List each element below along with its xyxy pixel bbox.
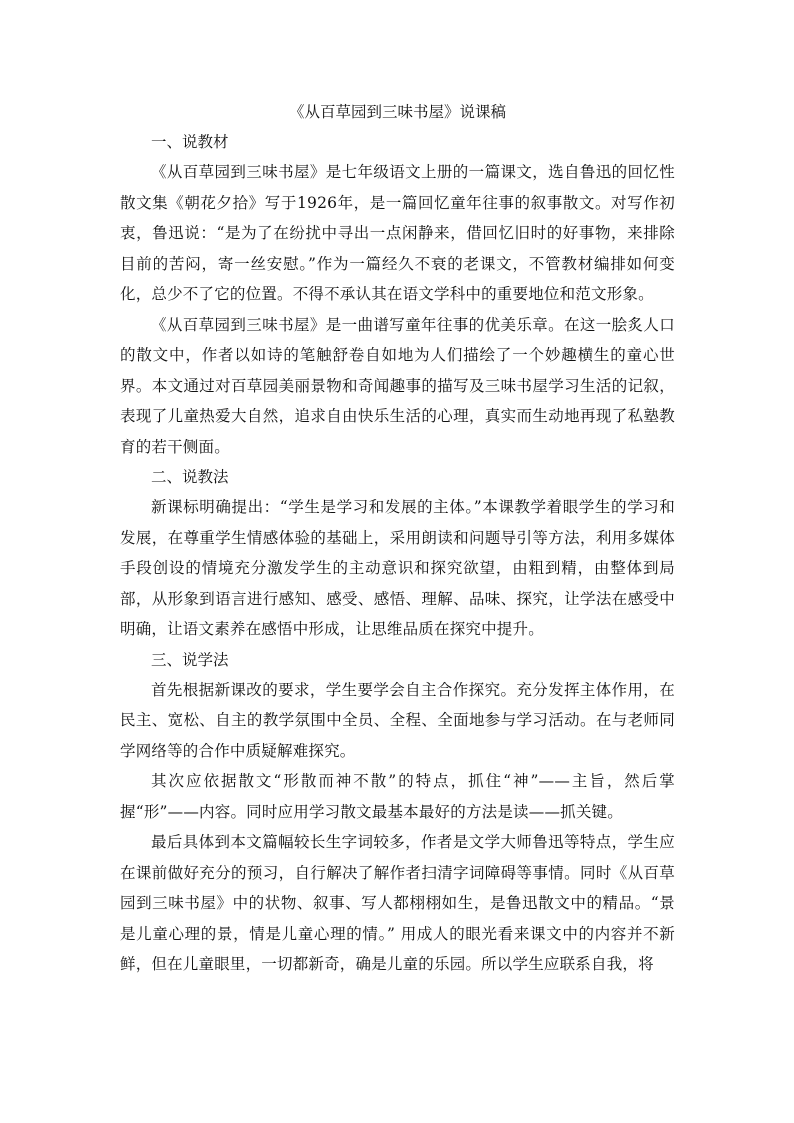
- paragraph: 首先根据新课改的要求，学生要学会自主合作探究。充分发挥主体作用，在民主、宽松、自主的教学氛围中全员、全程、全面地参与学习活动。在与老师同学网络等的合作中质疑解难探究。: [120, 680, 675, 760]
- paragraph: 其次应依据散文“形散而神不散”的特点，抓住“神”——主旨，然后掌握“形”——内容。同时应用学习散文最基本最好的方法是读——抓关键。: [120, 772, 675, 821]
- paragraph: 最后具体到本文篇幅较长生字词较多，作者是文学大师鲁迅等特点，学生应在课前做好充分的预习，自行解决了解作者扫清字词障碍等事情。同时《从百草园到三味书屋》中的状物、叙事、写人都栩栩如生，是鲁迅散文中的精品。“景是儿童心理的景，情是儿童心理的情。” 用成人的眼光看来课文中的内容并不新鲜，但在儿童眼里，一切都新奇，确是儿童的乐园。所以学生应联系自我，将: [120, 833, 675, 973]
- section-heading-teaching-method: 二、说教法: [151, 468, 229, 486]
- document-title: 《从百草园到三味书屋》说课稿: [288, 103, 506, 121]
- section-heading-learning-method: 三、说学法: [151, 650, 229, 669]
- paragraph: 新课标明确提出：“学生是学习和发展的主体。”本课教学着眼学生的学习和发展，在尊重学生情感体验的基础上，采用朗读和问题导引等方法，利用多媒体手段创设的情境充分激发学生的主动意识和探究欲望，由粗到精，由整体到局部，从形象到语言进行感知、感受、感悟、理解、品味、探究，让学法在感受中明确，让语文素养在感悟中形成，让思维品质在探究中提升。: [120, 498, 675, 638]
- document-page: [120, 97, 675, 980]
- section-heading-textbook: 一、说教材: [151, 133, 229, 151]
- paragraph: 《从百草园到三味书屋》是一曲谱写童年往事的优美乐章。在这一脍炙人口的散文中，作者以如诗的笔触舒卷自如地为人们描绘了一个妙趣横生的童心世界。本文通过对百草园美丽景物和奇闻趣事的描写及三味书屋学习生活的记叙，表现了儿童热爱大自然，追求自由快乐生活的心理，真实而生动地再现了私塾教育的若干侧面。: [120, 315, 675, 456]
- paragraph: 《从百草园到三味书屋》是七年级语文上册的一篇课文，选自鲁迅的回忆性散文集《朝花夕拾》写于1926年，是一篇回忆童年往事的叙事散文。对写作初衷，鲁迅说：“是为了在纷扰中寻出一点闲静来，借回忆旧时的好事物，来排除目前的苦闷，寄一丝安慰。”作为一篇经久不衰的老课文，不管教材编排如何变化，总少不了它的位置。不得不承认其在语文学科中的重要地位和范文形象。: [120, 163, 675, 303]
